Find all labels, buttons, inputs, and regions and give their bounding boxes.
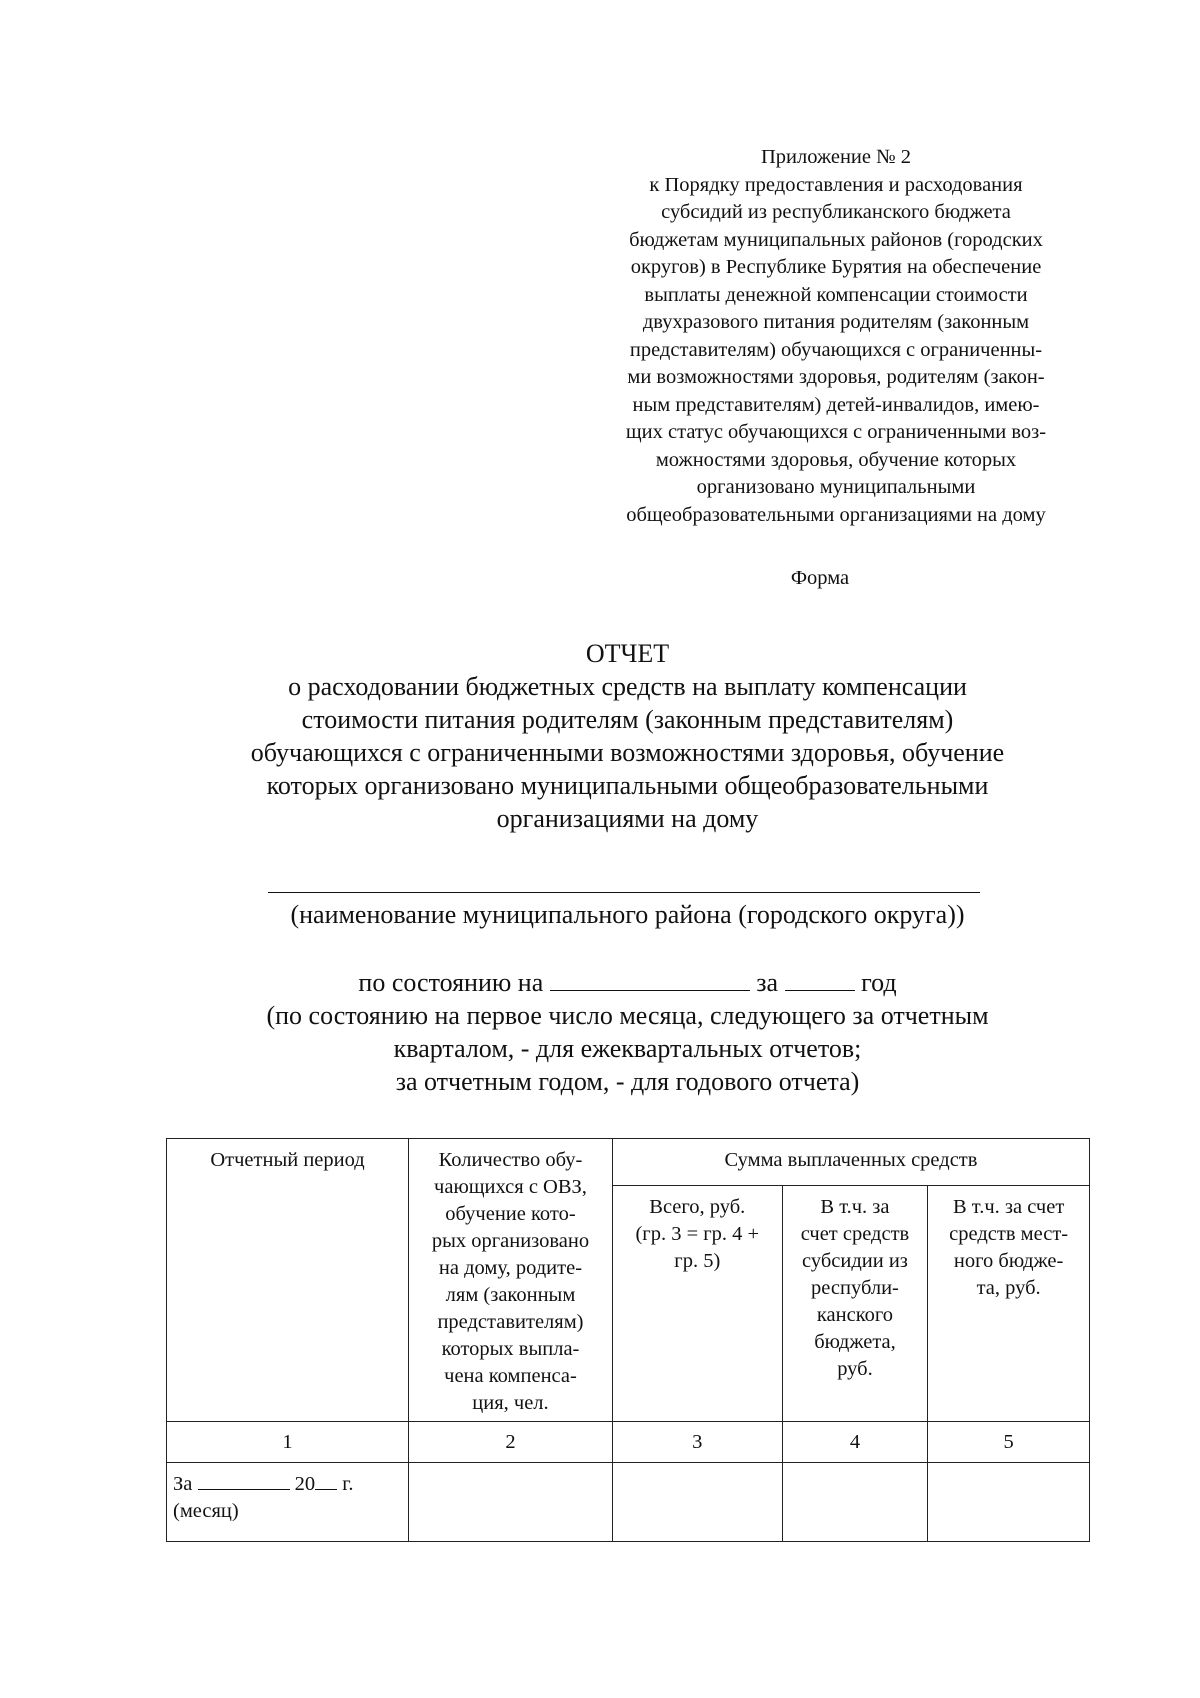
column-number: 1 (167, 1422, 409, 1463)
appendix-line: общеобразовательными организациями на дому (626, 503, 1046, 526)
report-title-line: организациями на дому (496, 804, 759, 833)
header-republic-line: республи- (811, 1276, 899, 1299)
column-number: 4 (782, 1422, 928, 1463)
header-republic-line: руб. (837, 1357, 873, 1380)
report-title-line: стоимости питания родителям (законным представителям) (301, 705, 954, 734)
appendix-line: можностями здоровья, обучение которых (655, 448, 1017, 471)
status-middle: за (756, 968, 779, 997)
header-total-line: (гр. 3 = гр. 4 + (635, 1222, 760, 1245)
header-local-line: ного бюдже- (953, 1249, 1064, 1272)
status-note-line: (по состоянию на первое число месяца, следующего за отчетным (266, 1001, 989, 1030)
period-year-prefix: 20 (294, 1473, 316, 1495)
header-total (612, 1185, 782, 1421)
appendix-line: округов) в Республике Бурятия на обеспечение (630, 256, 1042, 278)
report-title-line: о расходовании бюджетных средств на выплату компенсации (288, 672, 967, 701)
header-republic-budget (782, 1185, 928, 1421)
header-count-line: лям (законным (445, 1284, 576, 1306)
local-cell (928, 1463, 1090, 1542)
district-caption: (наименование муниципального района (городского округа)) (290, 900, 965, 929)
report-title (200, 637, 1055, 835)
appendix-header (575, 144, 1097, 529)
header-republic-line: счет средств (800, 1222, 910, 1245)
form-label: Форма (790, 567, 850, 589)
status-prefix: по состоянию на (358, 968, 544, 997)
count-cell (409, 1463, 613, 1542)
appendix-line: щих статус обучающихся с ограниченными воз- (625, 421, 1047, 443)
header-total-line: Всего, руб. (649, 1195, 746, 1218)
table-row (167, 1463, 1090, 1542)
appendix-line: к Порядку предоставления и расходования (649, 173, 1023, 196)
appendix-line: бюджетам муниципальных районов (городских (629, 228, 1043, 251)
header-count-line: чена компенса- (444, 1365, 577, 1387)
appendix-line: ми возможностями здоровья, родителям (закон- (627, 366, 1045, 388)
header-count-line: ция, чел. (472, 1392, 549, 1414)
header-count-line: Количество обу- (438, 1149, 583, 1171)
status-date-blank (550, 966, 750, 991)
status-date-line (160, 966, 1095, 999)
status-note-line: кварталом, - для ежеквартальных отчетов; (393, 1034, 862, 1063)
report-title-line: которых организовано муниципальными общеобразовательными (266, 771, 989, 800)
period-year-blank (315, 1469, 337, 1490)
header-total-line: гр. 5) (674, 1249, 721, 1272)
column-number: 5 (928, 1422, 1090, 1463)
header-count-line: на дому, родите- (438, 1257, 583, 1279)
report-title-heading: ОТЧЕТ (585, 639, 670, 668)
period-suffix: г. (342, 1473, 354, 1495)
header-republic-line: В т.ч. за (820, 1195, 890, 1218)
status-suffix: год (861, 968, 897, 997)
header-count-line: обучение кото- (445, 1203, 576, 1225)
total-cell (612, 1463, 782, 1542)
republic-cell (782, 1463, 928, 1542)
appendix-line: субсидий из республиканского бюджета (661, 201, 1011, 223)
period-caption: (месяц) (173, 1500, 239, 1522)
table-header-row (167, 1139, 1090, 1186)
district-name-blank (268, 892, 980, 893)
header-period: Отчетный период (167, 1139, 409, 1422)
appendix-line: Приложение № 2 (760, 146, 912, 168)
header-count-line: которых выпла- (441, 1338, 580, 1360)
header-local-line: средств мест- (949, 1222, 1069, 1245)
header-republic-line: субсидии из (802, 1249, 908, 1272)
header-republic-line: бюджета, (814, 1330, 896, 1353)
appendix-line: ным представителям) детей-инвалидов, имею- (632, 393, 1040, 416)
report-table (166, 1138, 1090, 1542)
header-count-line: рых организовано (431, 1230, 590, 1252)
period-month-blank (198, 1469, 290, 1490)
header-count (409, 1139, 613, 1422)
header-local-line: В т.ч. за счет (953, 1195, 1065, 1218)
header-sum-group: Сумма выплаченных средств (612, 1139, 1089, 1186)
appendix-line: представителям) обучающихся с ограниченны- (629, 338, 1043, 361)
column-number-row (167, 1422, 1090, 1463)
column-number: 2 (409, 1422, 613, 1463)
report-title-line: обучающихся с ограниченными возможностями здоровья, обучение (250, 738, 1005, 767)
column-number: 3 (612, 1422, 782, 1463)
header-count-line: чающихся с ОВЗ, (434, 1176, 587, 1198)
appendix-line: двухразового питания родителям (законным (642, 311, 1030, 333)
appendix-line: выплаты денежной компенсации стоимости (644, 283, 1028, 306)
status-block (160, 966, 1095, 1098)
period-cell (167, 1463, 409, 1542)
header-count-line: представителям) (437, 1311, 584, 1333)
status-note-line: за отчетным годом, - для годового отчета) (395, 1067, 860, 1096)
header-local-budget (928, 1185, 1090, 1421)
header-local-line: та, руб. (976, 1276, 1041, 1299)
header-republic-line: канского (816, 1303, 894, 1326)
period-prefix: За (173, 1473, 193, 1495)
appendix-line: организовано муниципальными (696, 476, 976, 498)
status-year-blank (785, 966, 855, 991)
